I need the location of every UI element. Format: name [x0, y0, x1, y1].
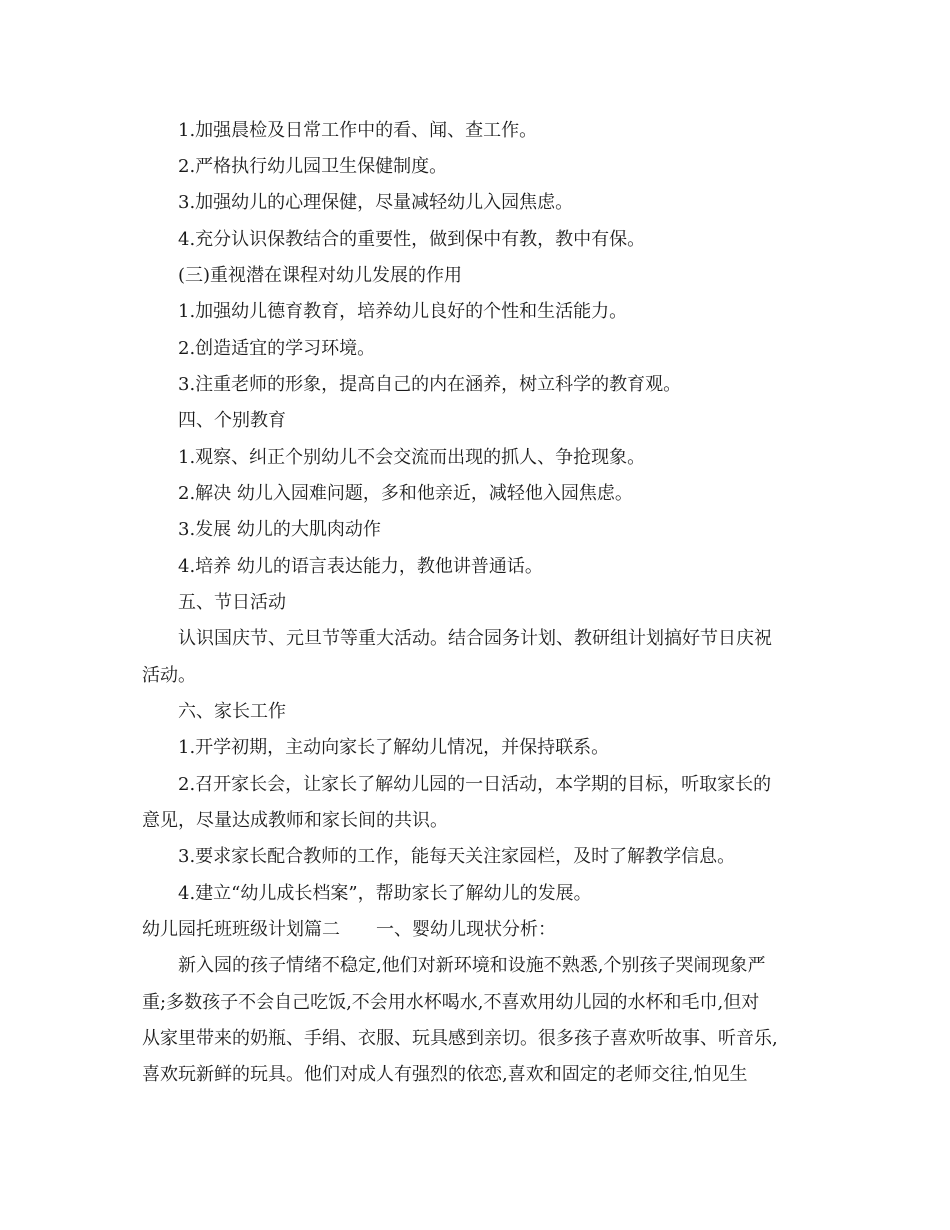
- section-title: 幼儿园托班班级计划篇二: [142, 919, 340, 940]
- paragraph-line: 意见，尽量达成教师和家长间的共识。: [142, 810, 448, 831]
- section-title-row: [142, 918, 822, 942]
- list-item: 1.观察、纠正个别幼儿不会交流而出现的抓人、争抢现象。: [178, 447, 646, 468]
- list-item: 2.解决 幼儿入园难问题，多和他亲近，减轻他入园焦虑。: [178, 483, 633, 504]
- paragraph-line: 喜欢玩新鲜的玩具。他们对成人有强烈的依恋,喜欢和固定的老师交往,怕见生: [142, 1064, 748, 1085]
- list-item: 1.加强幼儿德育教育，培养幼儿良好的个性和生活能力。: [178, 301, 628, 322]
- section-subheading: 一、婴幼儿现状分析：: [376, 919, 556, 940]
- section-heading: 五、节日活动: [178, 592, 286, 613]
- list-item: 3.要求家长配合教师的工作，能每天关注家园栏，及时了解教学信息。: [178, 846, 736, 867]
- paragraph-line: 重;多数孩子不会自己吃饭,不会用水杯喝水,不喜欢用幼儿园的水杯和毛巾,但对: [142, 992, 760, 1013]
- subsection-heading: (三)重视潜在课程对幼儿发展的作用: [178, 265, 463, 286]
- paragraph-line: 活动。: [142, 665, 196, 686]
- section-heading: 六、家长工作: [178, 701, 286, 722]
- section-heading: 四、个别教育: [178, 410, 286, 431]
- paragraph-line: 认识国庆节、元旦节等重大活动。结合园务计划、教研组计划搞好节日庆祝: [178, 628, 772, 649]
- list-item: 3.发展 幼儿的大肌肉动作: [178, 519, 381, 540]
- list-item: 2.严格执行幼儿园卫生保健制度。: [178, 156, 448, 177]
- paragraph-line: 从家里带来的奶瓶、手绢、衣服、玩具感到亲切。很多孩子喜欢听故事、听音乐,: [142, 1028, 778, 1049]
- list-item: 3.注重老师的形象，提高自己的内在涵养，树立科学的教育观。: [178, 374, 682, 395]
- paragraph-line: 新入园的孩子情绪不稳定,他们对新环境和设施不熟悉,个别孩子哭闹现象严: [178, 955, 766, 976]
- list-item: 4.建立“幼儿成长档案”，帮助家长了解幼儿的发展。: [178, 883, 592, 904]
- list-item: 4.培养 幼儿的语言表达能力，教他讲普通话。: [178, 556, 543, 577]
- list-item: 3.加强幼儿的心理保健，尽量减轻幼儿入园焦虑。: [178, 192, 574, 213]
- list-item: 2.创造适宜的学习环境。: [178, 338, 376, 359]
- list-item: 2.召开家长会，让家长了解幼儿园的一日活动，本学期的目标，听取家长的: [178, 774, 772, 795]
- list-item: 1.加强晨检及日常工作中的看、闻、查工作。: [178, 120, 538, 141]
- list-item: 4.充分认识保教结合的重要性，做到保中有教，教中有保。: [178, 229, 646, 250]
- list-item: 1.开学初期，主动向家长了解幼儿情况，并保持联系。: [178, 737, 610, 758]
